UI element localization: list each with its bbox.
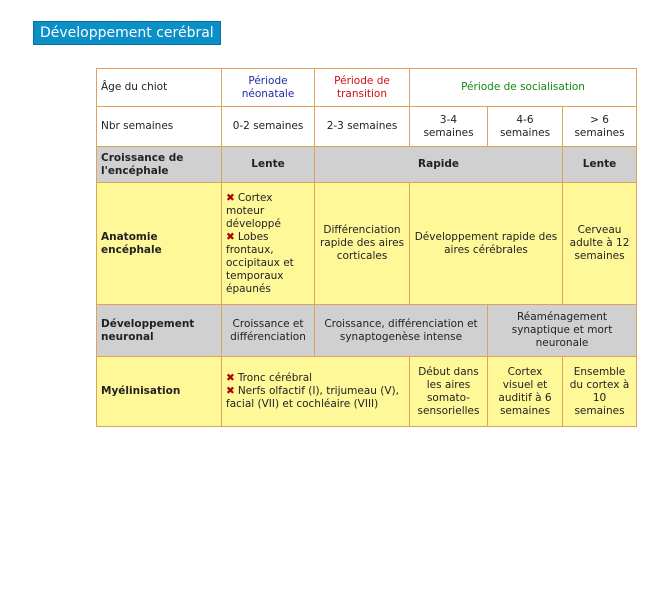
row-label-growth: Croissance de l'encéphale: [97, 147, 222, 183]
period-transition: Période de transition: [315, 69, 410, 107]
myelination-early: [222, 357, 410, 427]
weeks-over-6: > 6 semaines: [563, 107, 637, 147]
neuronal-late: Réaménagement synaptique et mort neuronale: [488, 305, 637, 357]
period-neonatale: Période néonatale: [222, 69, 315, 107]
myelination-list: [226, 372, 405, 411]
growth-fast: Rapide: [315, 147, 563, 183]
anatomy-neonatal: [222, 183, 315, 305]
list-item-text: Lobes frontaux, occipitaux et temporaux épaunés: [226, 230, 294, 295]
myelination-4-6: Cortex visuel et auditif à 6 semaines: [488, 357, 563, 427]
row-label-neuronal: Développement neuronal: [97, 305, 222, 357]
weeks-3-4: 3-4 semaines: [410, 107, 488, 147]
row-neuronal: [97, 305, 637, 357]
neuronal-neonatal: Croissance et différenciation: [222, 305, 315, 357]
row-myelination: [97, 357, 637, 427]
row-weeks: [97, 107, 637, 147]
row-label-anatomy: Anatomie encéphale: [97, 183, 222, 305]
weeks-0-2: 0-2 semaines: [222, 107, 315, 147]
row-label-weeks: Nbr semaines: [97, 107, 222, 147]
row-periods: [97, 69, 637, 107]
anatomy-list: [226, 192, 310, 296]
growth-slow-late: Lente: [563, 147, 637, 183]
cross-bullet-icon: ✖: [226, 191, 235, 204]
growth-slow-early: Lente: [222, 147, 315, 183]
list-item-text: Nerfs olfactif (I), trijumeau (V), facial (VII) et cochléaire (VIII): [226, 385, 399, 410]
myelination-3-4: Début dans les aires somato-sensorielles: [410, 357, 488, 427]
anatomy-transition: Différenciation rapide des aires corticales: [315, 183, 410, 305]
myelination-over-6: Ensemble du cortex à 10 semaines: [563, 357, 637, 427]
page-title: Développement cerébral: [33, 21, 221, 45]
row-label-myelination: Myélinisation: [97, 357, 222, 427]
list-item-text: Cortex moteur développé: [226, 191, 281, 230]
anatomy-socialisation: Développement rapide des aires cérébrales: [410, 183, 563, 305]
weeks-2-3: 2-3 semaines: [315, 107, 410, 147]
period-socialisation: Période de socialisation: [410, 69, 637, 107]
neuronal-middle: Croissance, différenciation et synaptogenèse intense: [315, 305, 488, 357]
cross-bullet-icon: ✖: [226, 385, 235, 397]
development-table: [96, 68, 637, 427]
cross-bullet-icon: ✖: [226, 230, 235, 243]
row-growth: [97, 147, 637, 183]
list-item: [226, 192, 310, 231]
list-item: [226, 372, 405, 385]
row-label-age: Âge du chiot: [97, 69, 222, 107]
list-item: [226, 385, 405, 411]
cross-bullet-icon: ✖: [226, 372, 235, 384]
list-item: [226, 231, 310, 296]
anatomy-adult: Cerveau adulte à 12 semaines: [563, 183, 637, 305]
row-anatomy: [97, 183, 637, 305]
list-item-text: Tronc cérébral: [237, 372, 313, 384]
weeks-4-6: 4-6 semaines: [488, 107, 563, 147]
